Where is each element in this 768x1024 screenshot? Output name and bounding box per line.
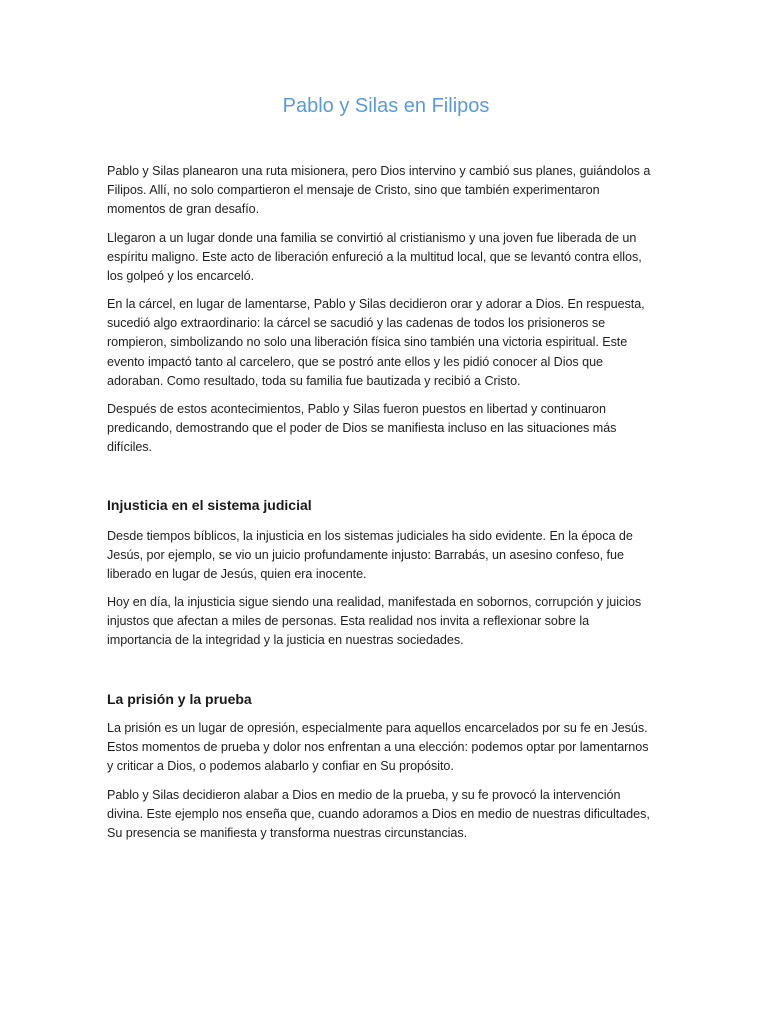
text-line: sucedió algo extraordinario: la cárcel se sacudió y las cadenas de todos los prisioneros se <box>107 316 606 331</box>
text-line: Su presencia se manifiesta y transforma nuestras circunstancias. <box>107 826 468 841</box>
text-line: injustos que afectan a miles de personas. Esta realidad nos invita a reflexionar sobre la <box>107 614 590 629</box>
section1-paragraph-1 <box>107 527 665 585</box>
text-line: Hoy en día, la injusticia sigue siendo una realidad, manifestada en sobornos, corrupción y juicios <box>107 595 642 609</box>
text-line: momentos de gran desafío. <box>107 202 260 217</box>
text-line: Después de estos acontecimientos, Pablo y Silas fueron puestos en libertad y continuaron <box>107 402 606 416</box>
text-line: espíritu maligno. Este acto de liberación enfureció a la multitud local, que se levantó contra ellos, <box>107 250 642 265</box>
intro-paragraph-3 <box>107 295 665 391</box>
intro-paragraph-4 <box>107 400 665 458</box>
text-line: importancia de la integridad y la justicia en nuestras sociedades. <box>107 633 464 648</box>
text-line: y criticar a Dios, o podemos alabarlo y confiar en Su propósito. <box>107 759 454 774</box>
text-line: predicando, demostrando que el poder de Dios se manifiesta incluso en las situaciones más <box>107 421 617 436</box>
section-heading-injusticia: Injusticia en el sistema judicial <box>107 497 312 513</box>
section1-paragraph-2 <box>107 593 665 651</box>
section2-paragraph-1 <box>107 719 665 777</box>
text-line: Desde tiempos bíblicos, la injusticia en los sistemas judiciales ha sido evidente. En la época de <box>107 529 633 543</box>
text-line: Llegaron a un lugar donde una familia se convirtió al cristianismo y una joven fue liberada de un <box>107 231 637 245</box>
text-line: los golpeó y los encarceló. <box>107 269 255 284</box>
text-line: Pablo y Silas decidieron alabar a Dios en medio de la prueba, y su fe provocó la intervención <box>107 788 621 802</box>
text-line: liberado en lugar de Jesús, quien era inocente. <box>107 567 367 582</box>
text-line: evento impactó tanto al carcelero, que se postró ante ellos y les pidió conocer al Dios que <box>107 354 603 369</box>
text-line: rompieron, simbolizando no solo una liberación física sino también una victoria espiritual. Este <box>107 335 628 350</box>
text-line: Estos momentos de prueba y dolor nos enfrentan a una elección: podemos optar por lamentarnos <box>107 740 649 755</box>
document-title: Pablo y Silas en Filipos <box>282 95 490 117</box>
text-line: adoraban. Como resultado, toda su familia fue bautizada y recibió a Cristo. <box>107 373 521 388</box>
text-line: divina. Este ejemplo nos enseña que, cuando adoramos a Dios en medio de nuestras dificultades, <box>107 807 650 822</box>
intro-paragraph-1 <box>107 162 665 220</box>
text-line: Jesús, por ejemplo, se vio un juicio profundamente injusto: Barrabás, un asesino confeso, fue <box>107 548 624 563</box>
text-line: En la cárcel, en lugar de lamentarse, Pablo y Silas decidieron orar y adorar a Dios. En respuesta, <box>107 297 645 311</box>
text-line: Filipos. Allí, no solo compartieron el mensaje de Cristo, sino que también experimentaron <box>107 183 600 198</box>
text-line: La prisión es un lugar de opresión, especialmente para aquellos encarcelados por su fe en Jesús. <box>107 721 648 735</box>
section2-paragraph-2 <box>107 786 665 844</box>
text-line: difíciles. <box>107 440 152 455</box>
intro-paragraph-2 <box>107 229 665 287</box>
text-line: Pablo y Silas planearon una ruta misionera, pero Dios intervino y cambió sus planes, guiándolos a <box>107 164 651 178</box>
section-heading-prision: La prisión y la prueba <box>107 691 252 707</box>
